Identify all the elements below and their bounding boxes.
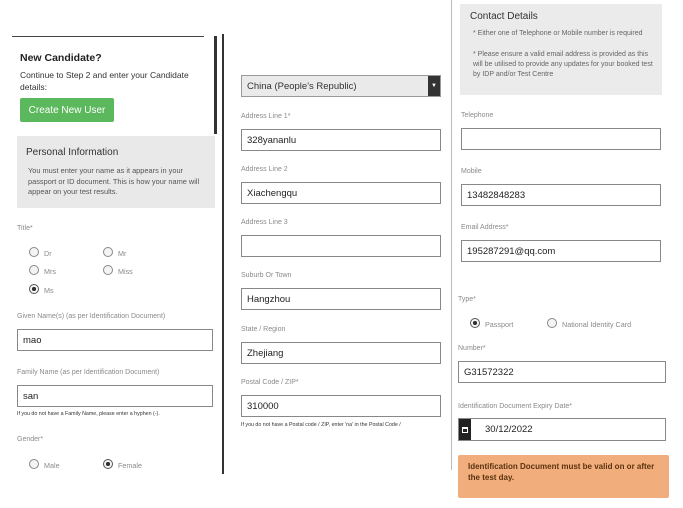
contact-note-1: * Either one of Telephone or Mobile number is required — [473, 30, 643, 37]
given-name-label: Given Name(s) (as per Identification Document) — [17, 313, 166, 320]
contact-panel — [453, 0, 683, 508]
personal-info-title: Personal Information — [26, 147, 119, 158]
address3-label: Address Line 3 — [241, 219, 288, 226]
id-number-input[interactable]: G31572322 — [458, 361, 666, 383]
column-divider — [222, 34, 224, 474]
address1-input[interactable]: 328yananlu — [241, 129, 441, 151]
expiry-date-input[interactable] — [458, 418, 666, 441]
state-label: State / Region — [241, 326, 286, 333]
title-option-ms: Ms — [44, 286, 54, 295]
gender-label: Gender* — [17, 436, 44, 443]
column-divider — [451, 0, 452, 470]
personal-info-box — [17, 136, 215, 208]
country-select[interactable] — [241, 75, 441, 97]
title-option-mrs: Mrs — [44, 267, 56, 276]
id-number-label: Number* — [458, 345, 486, 352]
type-radio-national-id[interactable] — [547, 318, 557, 328]
new-candidate-title: New Candidate? — [20, 52, 102, 64]
address2-input[interactable]: Xiachengqu — [241, 182, 441, 204]
postal-label: Postal Code / ZIP* — [241, 379, 299, 386]
address1-label: Address Line 1* — [241, 113, 291, 120]
email-label: Email Address* — [461, 224, 509, 231]
telephone-input[interactable] — [461, 128, 661, 150]
gender-radio-male[interactable] — [29, 459, 39, 469]
new-candidate-text: Continue to Step 2 and enter your Candidate details: — [20, 70, 189, 92]
type-radio-passport[interactable] — [470, 318, 480, 328]
gender-option-female: Female — [118, 461, 142, 470]
calendar-icon[interactable] — [459, 419, 471, 440]
given-name-input[interactable]: mao — [17, 329, 213, 351]
mobile-label: Mobile — [461, 168, 482, 175]
postal-input[interactable]: 310000 — [241, 395, 441, 417]
telephone-label: Telephone — [461, 112, 494, 119]
title-option-dr: Dr — [44, 249, 52, 258]
id-type-label: Type* — [458, 296, 476, 303]
caret-down-icon[interactable]: ▼ — [428, 76, 440, 96]
expiry-alert: Identification Document must be valid on or after the test day. — [458, 455, 669, 498]
mobile-input[interactable]: 13482848283 — [461, 184, 661, 206]
email-input[interactable]: 195287291@qq.com — [461, 240, 661, 262]
title-label: Title* — [17, 225, 33, 232]
address3-input[interactable] — [241, 235, 441, 257]
gender-option-male: Male — [44, 461, 60, 470]
title-option-miss: Miss — [118, 267, 133, 276]
title-radio-mrs[interactable] — [29, 265, 39, 275]
personal-info-text: You must enter your name as it appears in your passport or ID document. This is how your name will appear on your test results. — [28, 166, 200, 196]
country-value: China (People's Republic) — [247, 80, 357, 92]
state-input[interactable]: Zhejiang — [241, 342, 441, 364]
type-option-national-id: National Identity Card — [562, 320, 632, 329]
postal-hint: If you do not have a Postal code / ZIP, enter 'na' in the Postal Code / — [241, 422, 401, 428]
family-name-hint: If you do not have a Family Name, please enter a hyphen (-). — [17, 411, 160, 417]
title-radio-ms[interactable] — [29, 284, 39, 294]
scrollbar[interactable] — [214, 36, 217, 134]
contact-note-2: * Please ensure a valid email address is provided as this will be utilised to provide any updates for your booked test by IDP and/or Test Centre — [473, 51, 653, 78]
type-option-passport: Passport — [485, 320, 514, 329]
title-radio-mr[interactable] — [103, 247, 113, 257]
suburb-label: Suburb Or Town — [241, 272, 292, 279]
family-name-label: Family Name (as per Identification Document) — [17, 369, 160, 376]
contact-details-title: Contact Details — [470, 11, 538, 22]
expiry-date-value: 30/12/2022 — [485, 424, 533, 435]
title-radio-dr[interactable] — [29, 247, 39, 257]
contact-details-box — [460, 4, 662, 95]
candidate-panel — [0, 0, 225, 508]
gender-radio-female[interactable] — [103, 459, 113, 469]
address-panel — [225, 0, 453, 508]
address2-label: Address Line 2 — [241, 166, 288, 173]
title-radio-miss[interactable] — [103, 265, 113, 275]
family-name-input[interactable]: san — [17, 385, 213, 407]
title-option-mr: Mr — [118, 249, 127, 258]
suburb-input[interactable]: Hangzhou — [241, 288, 441, 310]
divider — [12, 36, 204, 37]
create-new-user-button[interactable]: Create New User — [20, 98, 114, 122]
expiry-date-label: Identification Document Expiry Date* — [458, 403, 572, 410]
